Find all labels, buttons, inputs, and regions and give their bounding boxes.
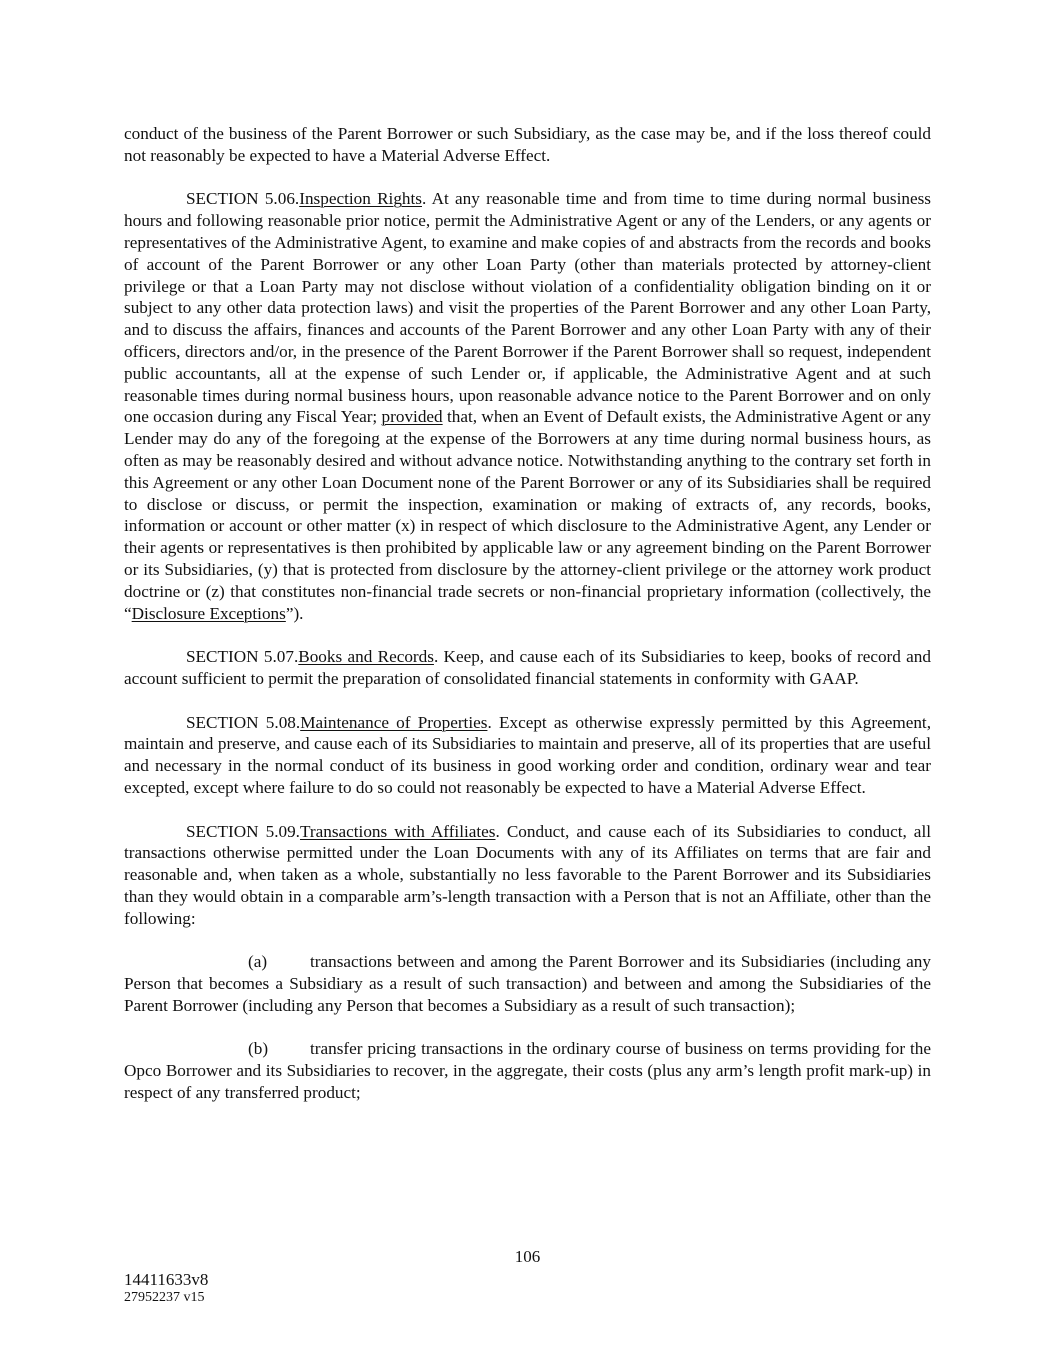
section-body-continued: that, when an Event of Default exists, the Administrative Agent or any Lender may do any of the foregoing at the expense of the Borrowers at any time during normal business hours, as often as may be reasonably desired and without advance notice. Notwithstanding anything to the contrary set forth in this Agreement or any other Loan Document none of the Parent Borrower or any of its Subsidiaries shall be required to disclose or discuss, or permit the inspection, examination or making of extracts of, any records, books, information or account or other matter (x) in respect of which disclosure to the Administrative Agent, any Lender or their agents or representatives is then prohibited by applicable law or any agreement binding on the Parent Borrower or its Subsidiaries, (y) that is protected from disclosure by the attorney-client privilege or the attorney work product doctrine or (z) that constitutes non-financial trade secrets or non-financial proprietary information (collectively, the “ [124, 407, 931, 623]
section-5-09 [124, 821, 931, 930]
item-label: (a) [248, 952, 268, 972]
section-body-end: ”). [285, 603, 304, 623]
section-heading: Books and Records [298, 647, 434, 667]
section-body: . Conduct, and cause each of its Subsidiaries to conduct, all transactions otherwise permitted under the Loan Documents with any of its Affiliates on terms that are fair and reasonable and, when taken as a whole, substantially no less favorable to the Parent Borrower and its Subsidiaries than they would obtain in a comparable arm’s-length transaction with a Person that is not an Affiliate, other than the following: [124, 821, 931, 928]
list-item-a [124, 951, 931, 1016]
section-body: . At any reasonable time and from time to time during normal business hours and following reasonable prior notice, permit the Administrative Agent or any of the Lenders, or any agents or representatives of the Administrative Agent, to examine and make copies of and abstracts from the records and books of account of the Parent Borrower or any other Loan Party (other than materials protected by attorney-client privilege or that a Loan Party may not disclose without violation of a confidentiality obligation binding on it or subject to any other data protection laws) and visit the properties of the Parent Borrower and any other Loan Party, and to discuss the affairs, finances and accounts of the Parent Borrower and any other Loan Party with any of their officers, directors and/or, in the presence of the Parent Borrower if the Parent Borrower shall so request, independent public accountants, all at the expense of such Lender or, if applicable, the Administrative Agent and at such reasonable times during normal business hours, upon reasonable advance notice to the Parent Borrower and on only one occasion during any Fiscal Year; [124, 189, 931, 427]
section-body: . Keep, and cause each of its Subsidiaries to keep, books of record and account sufficient to permit the preparation of consolidated financial statements in conformity with GAAP. [124, 647, 931, 688]
section-5-08 [124, 712, 931, 799]
document-id-secondary: 27952237 v15 [124, 1290, 205, 1305]
intro-paragraph [124, 123, 931, 167]
section-number: SECTION 5.08. [186, 712, 301, 732]
section-5-06 [124, 188, 931, 624]
document-body [124, 123, 931, 1126]
intro-text: conduct of the business of the Parent Borrower or such Subsidiary, as the case may be, and if the loss thereof could not reasonably be expected to have a Material Adverse Effect. [124, 124, 931, 165]
item-label: (b) [248, 1039, 269, 1059]
item-text: transactions between and among the Parent Borrower and its Subsidiaries (including any Person that becomes a Subsidiary as a result of such transaction) and between and among the Subsidiaries of the Parent Borrower (including any Person that becomes a Subsidiary as a result of such transaction); [124, 952, 931, 1015]
defined-term: Disclosure Exceptions [131, 603, 286, 623]
section-heading: Inspection Rights [299, 189, 422, 209]
page-number: 106 [514, 1247, 541, 1266]
section-number: SECTION 5.07. [186, 647, 299, 667]
section-heading: Transactions with Affiliates [299, 821, 496, 841]
section-number: SECTION 5.09. [186, 821, 300, 841]
section-5-07 [124, 646, 931, 690]
section-body: . Except as otherwise expressly permitted by this Agreement, maintain and preserve, and cause each of its Subsidiaries to maintain and preserve, all of its properties that are useful and necessary in the normal conduct of its business in good working order and condition, ordinary wear and tear excepted, except where failure to do so could not reasonably be expected to have a Material Adverse Effect. [124, 712, 931, 797]
item-text: transfer pricing transactions in the ordinary course of business on terms providing for the Opco Borrower and its Subsidiaries to recover, in the aggregate, their costs (plus any arm’s length profit mark-up) in respect of any transferred product; [124, 1039, 931, 1103]
provided-term: provided [381, 407, 443, 427]
section-heading: Maintenance of Properties [300, 712, 488, 732]
list-item-b [124, 1038, 931, 1103]
document-id-primary: 14411633v8 [124, 1270, 209, 1289]
section-number: SECTION 5.06. [186, 189, 300, 209]
